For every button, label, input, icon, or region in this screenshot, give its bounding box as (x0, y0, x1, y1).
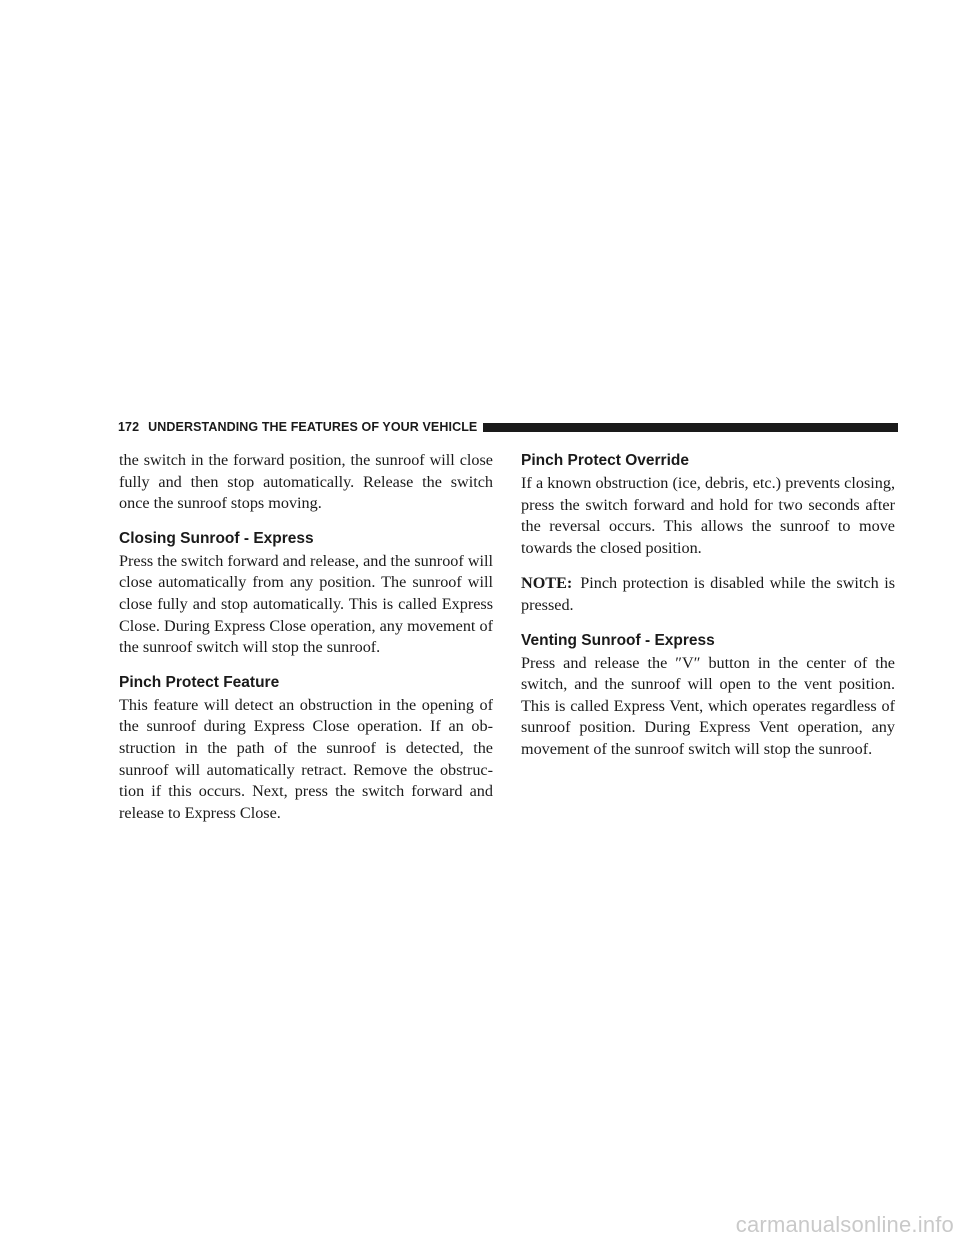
left-column (119, 450, 493, 838)
pinch-protect-paragraph: This feature will detect an obstruction in the opening of the sunroof during Express Close operation. If an ob-struction in the path of the sunroof is detected, the sunroof will automatically retract. Remove the obstruc-tion if this occurs. Next, press the switch forward and release to Express Close. (119, 695, 493, 822)
page-number: 172 (118, 420, 140, 434)
venting-sunroof-paragraph: Press and release the ″V″ button in the center of the switch, and the sunroof will open to the vent position. This is called Express Vent, which operates regardless of sunroof position. During Express Vent operation, any movement of the sunroof switch will stop the sunroof. (521, 653, 895, 758)
closing-sunroof-paragraph: Press the switch forward and release, and the sunroof will close automatically from any position. The sunroof will close fully and stop automatically. This is called Express Close. During Express Close operation, any movement of the sunroof switch will stop the sunroof. (119, 551, 494, 657)
closing-sunroof-heading: Closing Sunroof - Express (119, 529, 314, 547)
venting-sunroof-heading: Venting Sunroof - Express (521, 631, 715, 649)
page-header (118, 419, 898, 435)
note-label: NOTE: (521, 574, 573, 593)
chapter-title: UNDERSTANDING THE FEATURES OF YOUR VEHICLE (148, 420, 478, 434)
pinch-override-heading: Pinch Protect Override (521, 452, 689, 469)
note-text: Pinch protection is disabled while the switch is pressed. (521, 574, 895, 614)
right-column (521, 450, 895, 775)
header-rule (483, 423, 898, 432)
note-paragraph (521, 573, 895, 616)
watermark: carmanualsonline.info (735, 1212, 954, 1237)
pinch-override-paragraph: If a known obstruction (ice, debris, etc.) prevents closing, press the switch forward and hold for two seconds after the reversal occurs. This allows the sunroof to move towards the closed position. (521, 474, 895, 557)
intro-paragraph: the switch in the forward position, the sunroof will close fully and then stop automatically. Release the switch once the sunroof stops moving. (119, 451, 493, 513)
pinch-protect-heading: Pinch Protect Feature (119, 673, 280, 691)
